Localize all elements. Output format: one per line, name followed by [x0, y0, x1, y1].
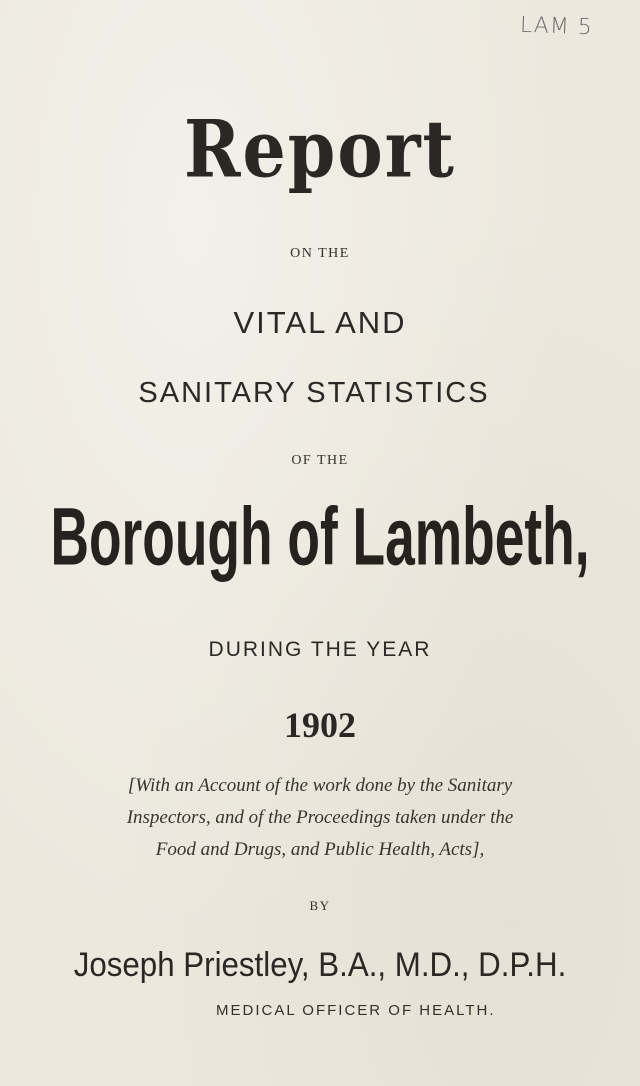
- scope-note-line-1: [With an Account of the work done by the Sanitary: [127, 775, 513, 796]
- sanitary-statistics-line: SANITARY STATISTICS: [138, 377, 490, 409]
- scope-note: [40, 770, 600, 866]
- report-title: Report: [184, 104, 456, 196]
- on-the-line: ON THE: [290, 246, 350, 261]
- scope-note-line-3: Food and Drugs, and Public Health, Acts],: [155, 839, 485, 860]
- vital-and-line: VITAL AND: [233, 305, 407, 340]
- by-line: BY: [309, 898, 331, 913]
- report-year: 1902: [284, 705, 356, 745]
- borough-name: Borough of Lambeth,: [50, 491, 590, 584]
- during-the-year-line: DURING THE YEAR: [208, 638, 432, 661]
- author-office: MEDICAL OFFICER OF HEALTH.: [216, 1002, 496, 1019]
- author-name: Joseph Priestley, B.A., M.D., D.P.H.: [73, 946, 567, 984]
- of-the-line: OF THE: [291, 453, 349, 468]
- handwritten-shelfmark: LAM 5: [519, 12, 594, 41]
- scope-note-line-2: Inspectors, and of the Proceedings taken under the: [126, 807, 514, 828]
